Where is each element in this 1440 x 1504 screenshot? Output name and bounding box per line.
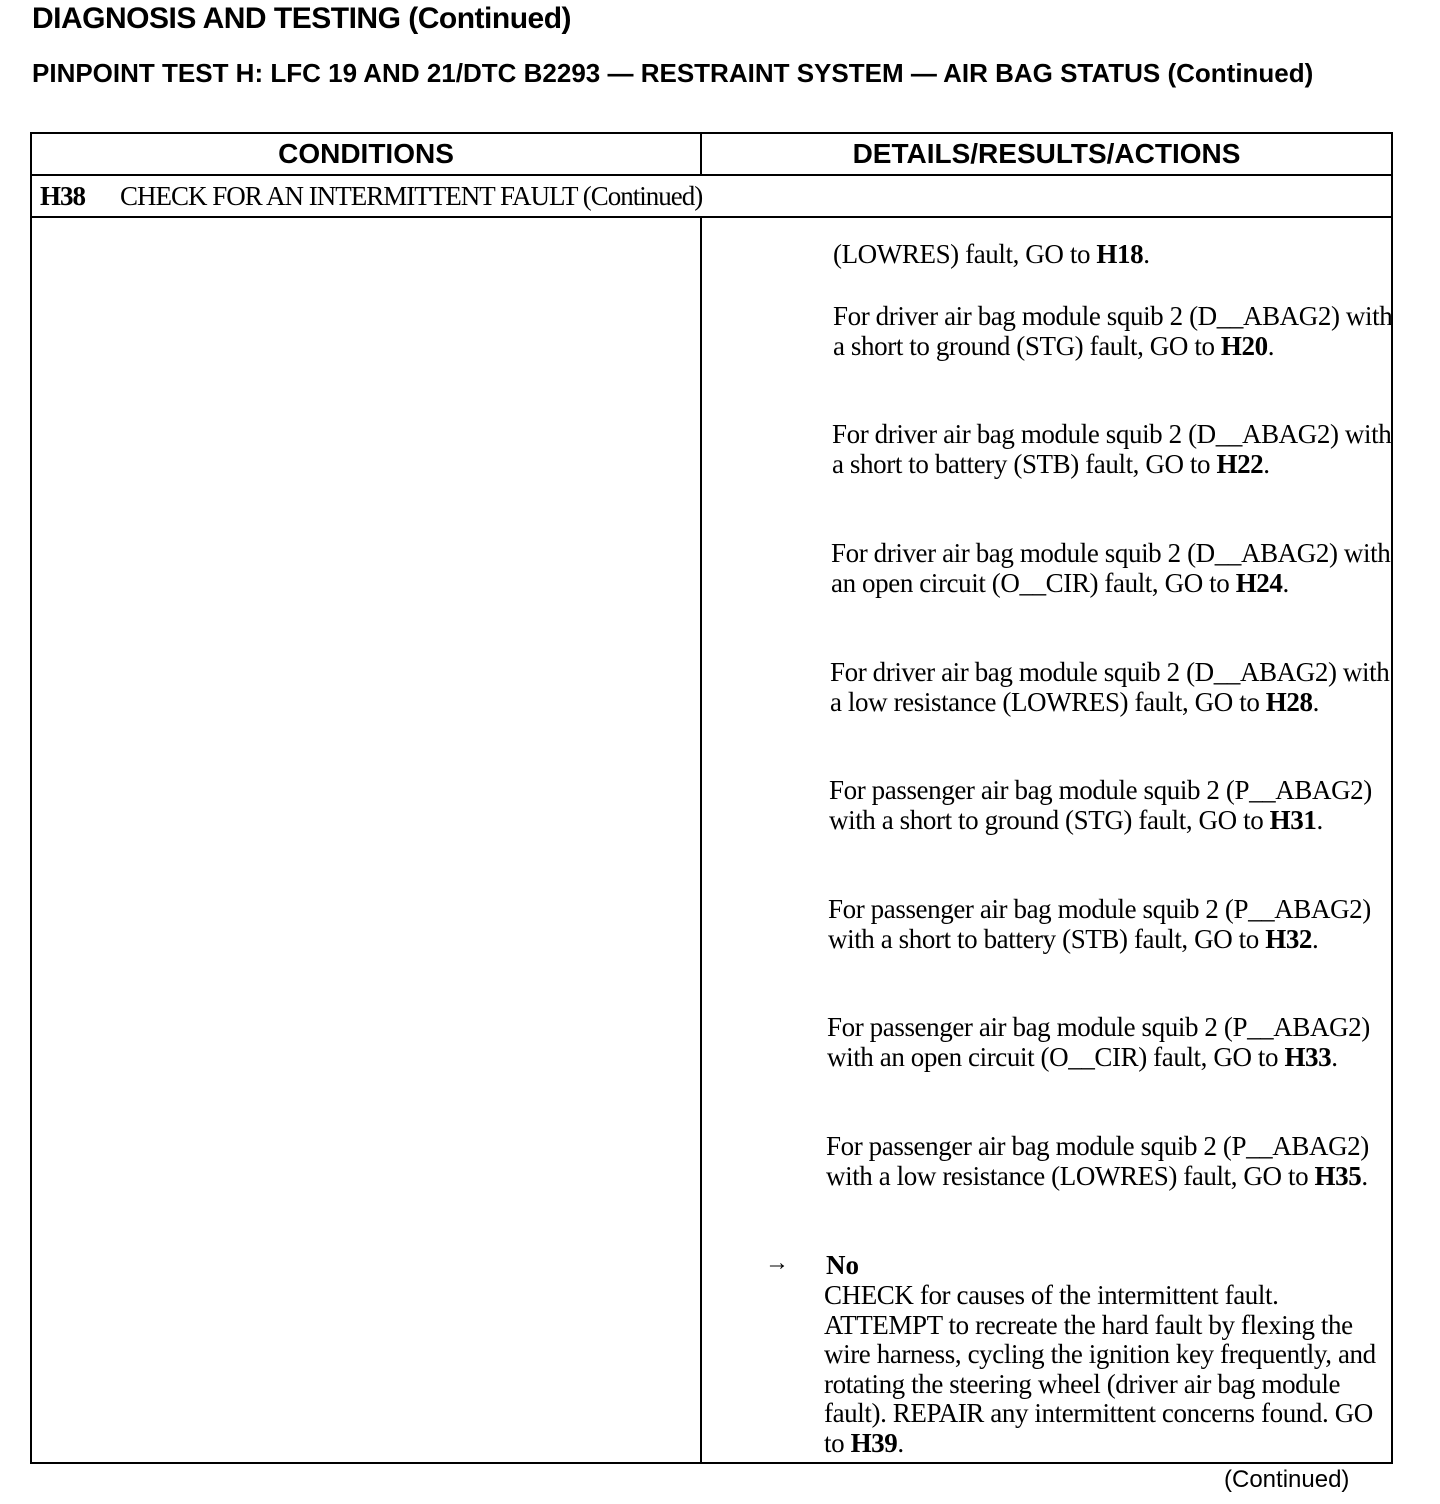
goto-step: H35 xyxy=(1314,1160,1362,1191)
goto-step: H18 xyxy=(1096,239,1144,269)
result-text: For passenger air bag module squib 2 (P__ABAG2) with an open circuit (O__CIR) fault, GO to xyxy=(827,1012,1370,1072)
goto-step: H39 xyxy=(850,1427,898,1458)
goto-step: H32 xyxy=(1265,923,1313,954)
pinpoint-test-title: PINPOINT TEST H: LFC 19 AND 21/DTC B2293 — RESTRAINT SYSTEM — AIR BAG STATUS (Continued) xyxy=(32,58,1314,88)
goto-step: H33 xyxy=(1284,1041,1332,1072)
arrow-icon: → xyxy=(765,1250,789,1276)
result-text: For passenger air bag module squib 2 (P__ABAG2) with a short to battery (STB) fault, GO to xyxy=(828,894,1371,954)
continued-footer: (Continued) xyxy=(1224,1466,1350,1493)
result-item: For passenger air bag module squib 2 (P__ABAG2) with a short to ground (STG) fault, GO to H31. xyxy=(829,775,1372,835)
no-branch-label: No xyxy=(826,1250,859,1280)
result-item: For driver air bag module squib 2 (D__ABAG2) with a short to battery (STB) fault, GO to H22. xyxy=(832,419,1392,479)
goto-step: H31 xyxy=(1269,804,1317,835)
result-item: For driver air bag module squib 2 (D__ABAG2) with a short to ground (STG) fault, GO to H20. xyxy=(833,301,1393,361)
step-heading-row xyxy=(32,176,1391,218)
result-item: For driver air bag module squib 2 (D__ABAG2) with a low resistance (LOWRES) fault, GO to H28. xyxy=(830,657,1390,717)
table-header-row xyxy=(32,134,1391,176)
result-item: For passenger air bag module squib 2 (P__ABAG2) with a low resistance (LOWRES) fault, GO to H35. xyxy=(826,1131,1369,1191)
result-text: For driver air bag module squib 2 (D__ABAG2) with a low resistance (LOWRES) fault, GO to xyxy=(830,657,1390,717)
result-text: For passenger air bag module squib 2 (P__ABAG2) with a low resistance (LOWRES) fault, GO to xyxy=(826,1131,1369,1191)
goto-step: H20 xyxy=(1220,330,1268,361)
result-text: (LOWRES) fault, GO to xyxy=(833,239,1097,269)
result-text: For passenger air bag module squib 2 (P__ABAG2) with a short to ground (STG) fault, GO to xyxy=(829,775,1372,835)
details-column-header: DETAILS/RESULTS/ACTIONS xyxy=(852,138,1241,169)
page-title: DIAGNOSIS AND TESTING (Continued) xyxy=(32,2,572,35)
result-text: For driver air bag module squib 2 (D__ABAG2) with a short to battery (STB) fault, GO to xyxy=(832,419,1392,479)
conditions-column-header: CONDITIONS xyxy=(32,134,702,174)
goto-step: H22 xyxy=(1216,448,1264,479)
result-item: (LOWRES) fault, GO to H18. xyxy=(833,239,1150,269)
result-text: For driver air bag module squib 2 (D__ABAG2) with an open circuit (O__CIR) fault, GO to xyxy=(831,538,1391,598)
conditions-cell xyxy=(32,218,702,1462)
no-branch-instructions: CHECK for causes of the intermittent fault. ATTEMPT to recreate the hard fault by flexing the wire harness, cycling the ignition key frequently, and rotating the steering wheel (driver air bag module fault). REPAIR any intermittent concerns found. GO to xyxy=(824,1280,1376,1458)
step-id: H38 xyxy=(40,180,86,211)
goto-step: H28 xyxy=(1265,686,1313,717)
goto-step: H24 xyxy=(1235,567,1283,598)
step-title: CHECK FOR AN INTERMITTENT FAULT (Continued) xyxy=(120,180,703,211)
step-body-row xyxy=(32,218,1391,1462)
result-item: For passenger air bag module squib 2 (P__ABAG2) with an open circuit (O__CIR) fault, GO to H33. xyxy=(827,1012,1370,1072)
result-text: For driver air bag module squib 2 (D__ABAG2) with a short to ground (STG) fault, GO to xyxy=(833,301,1393,361)
result-item: For passenger air bag module squib 2 (P__ABAG2) with a short to battery (STB) fault, GO to H32. xyxy=(828,894,1371,954)
result-item: For driver air bag module squib 2 (D__ABAG2) with an open circuit (O__CIR) fault, GO to H24. xyxy=(831,538,1391,598)
no-branch-text: CHECK for causes of the intermittent fault. ATTEMPT to recreate the hard fault by flexing the wire harness, cycling the ignition key frequently, and rotating the steering wheel (driver air bag module fault). REPAIR any intermittent concerns found. GO to H39. xyxy=(824,1280,1376,1458)
